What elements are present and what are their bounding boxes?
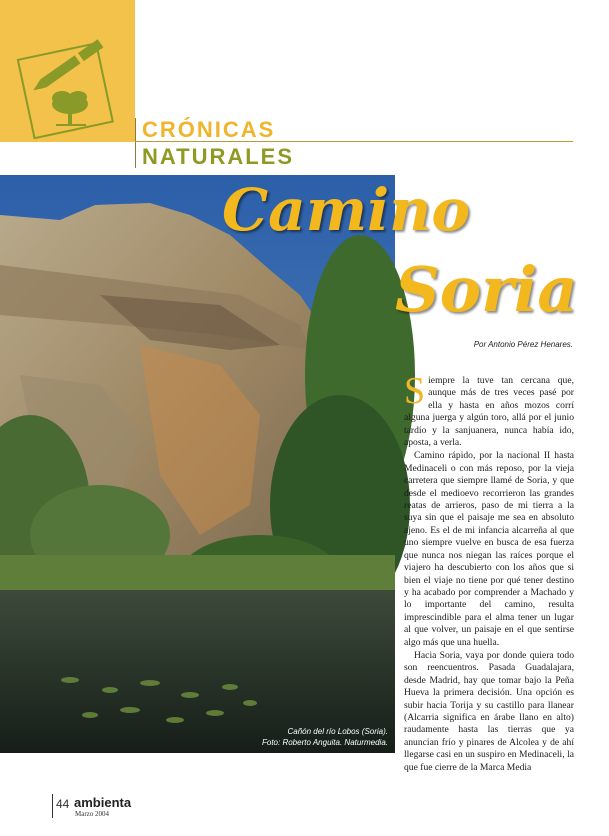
section-title-line2: NATURALES	[142, 144, 295, 169]
section-divider-vertical	[135, 118, 136, 168]
title-line1: Camino	[222, 176, 471, 244]
title-line2: Soria	[395, 253, 578, 326]
article-paragraph: Camino rápido, por la nacional II hasta Medinaceli o con más reposo, por la vieja carretera que siempre llamé de Soria, y que desde el medioevo recorrieron las grandes reatas de arrieros, paso de mi tierra a la suya sin que el paisaje me sea en absoluto ajeno. Es el de mi infancia alcarreña al que uno siempre vuelve en busca de esa fuerza que nunca nos niegan las raíces porque el viajero ha descubierto con los años que si bien el viaje no tiene por qué tener destino y ha acabado por comprender a Machado y lo importante del camino, resulta imprescindible para el alma tener un lugar al que volver, un paisaje en el que sentirse algo más que una huella.	[404, 450, 574, 648]
article-paragraph	[404, 370, 574, 449]
drop-cap: S	[404, 370, 426, 412]
section-title-line1: CRÓNICAS	[142, 117, 276, 142]
article-body	[404, 370, 574, 773]
caption-line2: Foto: Roberto Anguita. Naturmedia.	[262, 738, 388, 747]
article-paragraph: Hacia Soria, vaya por donde quiera todo son reencuentros. Pasada Guadalajara, desde Madrid, hay que tomar bajo la Peña Hueva la primera decisión. Una opción es subir hacia Torija y su castillo para llanear (Alcarria significa en árabe llano en alto) raudamente hasta las tierras que ya anuncian frío y pinares de Alcolea y de ahí llegarse casi en un suspiro en Medinaceli, la que fue cierre de la Marca Media	[404, 649, 574, 773]
issue-date: Marzo 2004	[75, 810, 110, 818]
canyon-photo	[0, 175, 395, 753]
pen-and-tree-icon	[18, 30, 118, 138]
byline: Por Antonio Pérez Henares.	[473, 340, 573, 349]
magazine-name: ambienta	[74, 795, 132, 810]
section-logo	[0, 0, 135, 142]
caption-line1: Cañón del río Lobos (Soria).	[287, 727, 388, 736]
photo-caption	[225, 726, 388, 748]
paragraph-text: iempre la tuve tan cercana que, aunque más de tres veces pasé por ella y hasta en años mozos corrí alguna juerga y algún toro, allá por el junio tardío y la sanjuanera, nunca había ido, aposta, a verla.	[404, 375, 574, 449]
footer-divider	[52, 794, 53, 818]
page-number: 44	[56, 797, 70, 811]
